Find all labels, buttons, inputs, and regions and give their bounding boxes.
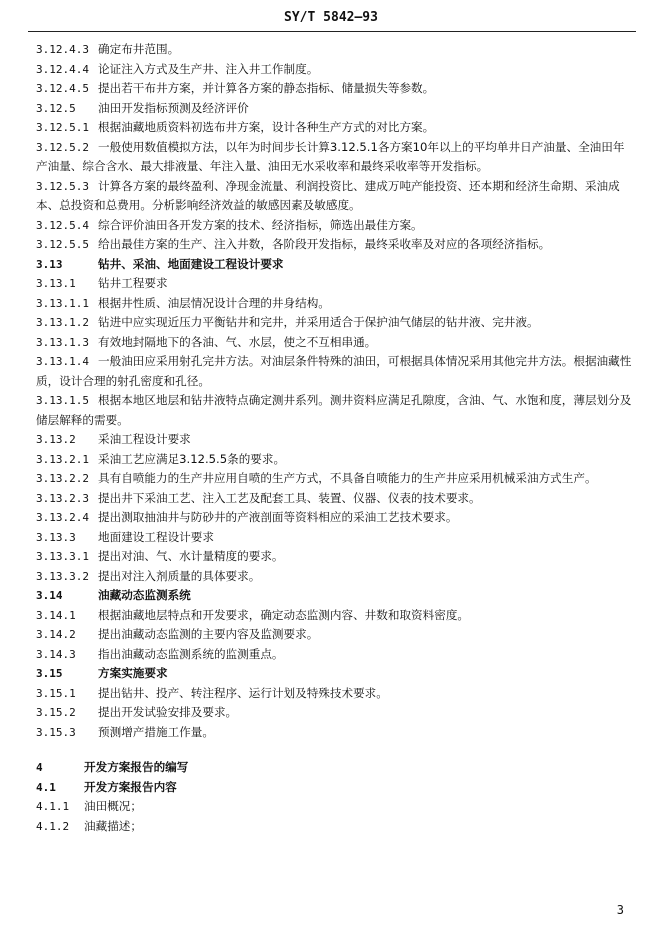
clause-number: 3.13 (36, 257, 63, 271)
clause-item (36, 528, 634, 548)
clause-number: 3.12.5.4 (36, 218, 89, 232)
clause-number: 3.13.2.2 (36, 472, 89, 485)
clause-number: 3.13.1 (36, 277, 76, 290)
section-heading (36, 664, 634, 684)
section-heading (36, 586, 634, 606)
section-number: 4 (36, 761, 43, 774)
clause-text: 综合评价油田各开发方案的技术、经济指标，筛选出最佳方案。 (98, 217, 423, 232)
header-rule (28, 31, 636, 32)
clause-number: 3.14.2 (36, 628, 76, 641)
clause-text: 钻井、采油、地面建设工程设计要求 (98, 256, 284, 271)
clause-number: 3.15.1 (36, 686, 76, 700)
clause-item (36, 177, 634, 216)
clause-number: 3.13.2.3 (36, 491, 89, 505)
clause-text: 一般油田应采用射孔完井方法。对油层条件特殊的油田，可根据具体情况采用其他完井方法。根据油藏性质，设计合理的射孔密度和孔径。 (36, 354, 632, 388)
clause-item (36, 606, 634, 626)
clause-item (36, 391, 634, 430)
clause-text: 具有自喷能力的生产井应用自喷的生产方式，不具备自喷能力的生产井应采用机械采油方式生产。 (98, 471, 597, 485)
clause-number: 3.13.1.2 (36, 316, 89, 329)
clause-item (36, 138, 634, 177)
clause-text: 钻进中应实现近压力平衡钻井和完井，并采用适合于保护油气储层的钻井液、完井液。 (98, 315, 539, 329)
clause-item (36, 235, 634, 255)
clause-number: 3.13.3 (36, 530, 76, 544)
clause-text: 油藏动态监测系统 (98, 588, 191, 602)
clause-item (36, 352, 634, 391)
clause-text: 根据本地区地层和钻井液特点确定测井系列。测井资料应满足孔隙度，含油、气、水饱和度，薄层划分及储层解释的需要。 (36, 393, 632, 427)
clause-number: 3.13.3.1 (36, 550, 89, 563)
clause-text: 指出油藏动态监测系统的监测重点。 (98, 646, 284, 661)
clause-item (36, 625, 634, 645)
clause-text: 提出油藏动态监测的主要内容及监测要求。 (98, 627, 319, 641)
clause-text: 采油工艺应满足3.12.5.5条的要求。 (98, 451, 286, 466)
clause-text: 提出若干布井方案，并计算各方案的静态指标、储量损失等参数。 (98, 81, 435, 95)
clause-text: 油田概况； (84, 799, 142, 813)
clause-item (36, 99, 634, 119)
clause-number: 3.13.2 (36, 433, 76, 446)
clause-item (36, 430, 634, 450)
clause-text: 根据油藏地质资料初选布井方案，设计各种生产方式的对比方案。 (98, 120, 435, 134)
clause-item (36, 118, 634, 138)
clause-text: 预测增产措施工作量。 (98, 724, 214, 739)
clause-text: 方案实施要求 (98, 666, 168, 680)
clause-item (36, 40, 634, 60)
clause-number: 3.13.1.1 (36, 296, 89, 310)
clause-list (36, 40, 634, 742)
clause-text: 提出测取抽油井与防砂井的产液剖面等资料相应的采油工艺技术要求。 (98, 510, 458, 524)
clause-item (36, 79, 634, 99)
clause-number: 3.13.1.3 (36, 335, 89, 349)
clause-number: 3.13.3.2 (36, 569, 89, 583)
clause-text: 一般使用数值模拟方法，以年为时间步长计算3.12.5.1各方案10年以上的平均单井日产油量、全油田年产油量、综合含水、最大排液量、年注入量、油田无水采收率和最终采收率等开发指标。 (36, 139, 625, 173)
clause-text: 地面建设工程设计要求 (98, 529, 214, 544)
clause-number: 3.12.5.3 (36, 179, 89, 193)
clause-number: 3.12.4.5 (36, 82, 89, 95)
clause-4-1-1 (36, 797, 634, 817)
clause-item (36, 723, 634, 743)
clause-item (36, 489, 634, 509)
clause-item (36, 216, 634, 236)
clause-item (36, 294, 634, 314)
clause-number: 4.1.1 (36, 800, 70, 813)
section-heading (36, 255, 634, 275)
clause-text: 计算各方案的最终盈利、净现金流量、利润投资比、建成万吨产能投资、还本期和经济生命期、采油成本、总投资和总费用。分析影响经济效益的敏感因素及敏感度。 (36, 178, 620, 212)
clause-text: 有效地封隔地下的各油、气、水层，使之不互相串通。 (98, 334, 377, 349)
clause-item (36, 450, 634, 470)
page-number: 3 (616, 903, 624, 917)
section-4-heading (36, 758, 634, 778)
clause-number: 3.12.5.5 (36, 238, 89, 251)
clause-text: 油田开发指标预测及经济评价 (98, 100, 249, 115)
clause-item (36, 60, 634, 80)
clause-number: 3.14.1 (36, 608, 76, 622)
clause-text: 提出对油、气、水计量精度的要求。 (98, 549, 284, 563)
section-number: 4.1 (36, 780, 56, 794)
clause-item (36, 313, 634, 333)
clause-number: 3.15.3 (36, 725, 76, 739)
clause-text: 提出开发试验安排及要求。 (98, 705, 238, 719)
clause-item (36, 645, 634, 665)
clause-number: 3.12.5.1 (36, 121, 89, 134)
clause-number: 4.1.2 (36, 819, 70, 833)
clause-text: 给出最佳方案的生产、注入井数，各阶段开发指标，最终采收率及对应的各项经济指标。 (98, 237, 551, 251)
document-body (36, 40, 634, 836)
clause-item (36, 333, 634, 353)
clause-text: 提出井下采油工艺、注入工艺及配套工具、装置、仪器、仪表的技术要求。 (98, 490, 481, 505)
section-4-1-heading (36, 778, 634, 798)
clause-number: 3.15.2 (36, 706, 76, 719)
clause-number: 3.12.4.3 (36, 43, 89, 56)
section-title: 开发方案报告内容 (84, 779, 177, 794)
clause-item (36, 508, 634, 528)
clause-number: 3.13.2.1 (36, 452, 89, 466)
clause-text: 采油工程设计要求 (98, 432, 191, 446)
clause-number: 3.15 (36, 667, 63, 680)
clause-number: 3.14 (36, 589, 63, 602)
clause-number: 3.13.1.4 (36, 355, 89, 368)
clause-number: 3.13.1.5 (36, 394, 89, 407)
clause-text: 论证注入方式及生产井、注入井工作制度。 (98, 61, 319, 76)
clause-text: 根据井性质、油层情况设计合理的井身结构。 (98, 295, 330, 310)
clause-item (36, 547, 634, 567)
clause-text: 提出钻井、投产、转注程序、运行计划及特殊技术要求。 (98, 685, 388, 700)
document-code-header: SY/T 5842—93 (284, 10, 378, 25)
clause-number: 3.12.5.2 (36, 140, 89, 154)
clause-item (36, 567, 634, 587)
section-gap (36, 742, 634, 758)
clause-text: 油藏描述； (84, 818, 142, 833)
clause-text: 钻井工程要求 (98, 276, 168, 290)
clause-item (36, 684, 634, 704)
clause-item (36, 703, 634, 723)
clause-number: 3.14.3 (36, 647, 76, 661)
clause-text: 提出对注入剂质量的具体要求。 (98, 568, 261, 583)
clause-item (36, 469, 634, 489)
clause-item (36, 274, 634, 294)
clause-4-1-2 (36, 817, 634, 837)
section-title: 开发方案报告的编写 (84, 760, 189, 774)
clause-number: 3.13.2.4 (36, 511, 89, 524)
clause-number: 3.12.4.4 (36, 62, 89, 76)
clause-number: 3.12.5 (36, 101, 76, 115)
clause-text: 确定布井范围。 (98, 42, 180, 56)
clause-text: 根据油藏地层特点和开发要求，确定动态监测内容、井数和取资料密度。 (98, 607, 470, 622)
